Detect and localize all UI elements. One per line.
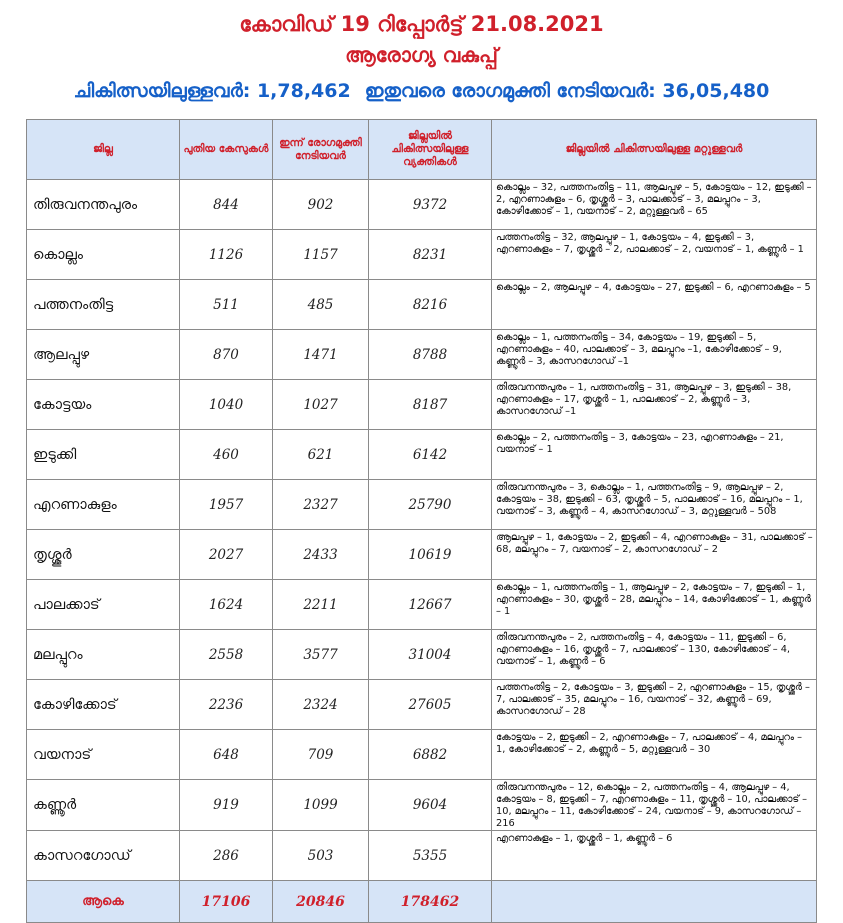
table-row bbox=[27, 380, 817, 430]
others-cell: പത്തനംതിട്ട – 32, ആലപ്പുഴ – 1, കോട്ടയം – 4, ഇടുക്കി – 3, എറണാകുളം – 7, തൃശ്ശൂർ – 2, പാലക്കാട് – 2, വയനാട് – 1, കണ്ണൂർ – 1 bbox=[492, 230, 817, 280]
total-row bbox=[27, 881, 817, 923]
recovered-cell: 1471 bbox=[273, 330, 369, 380]
new-cases-cell: 460 bbox=[180, 430, 273, 480]
district-cell: മലപ്പുറം bbox=[27, 630, 180, 680]
active-cell: 6142 bbox=[369, 430, 492, 480]
new-cases-cell: 1957 bbox=[180, 480, 273, 530]
table-row bbox=[27, 330, 817, 380]
recovered-cell: 621 bbox=[273, 430, 369, 480]
recovered-cell: 2327 bbox=[273, 480, 369, 530]
active-cell: 8788 bbox=[369, 330, 492, 380]
active-cell: 5355 bbox=[369, 831, 492, 881]
column-header-district: ജില്ല bbox=[27, 120, 180, 180]
recovered-summary: ഇതുവരെ രോഗമുക്തി നേടിയവർ: 36,05,480 bbox=[364, 80, 770, 102]
others-cell: എറണാകുളം – 1, തൃശ്ശൂർ – 1, കണ്ണൂർ – 6 bbox=[492, 831, 817, 881]
others-cell: പത്തനംതിട്ട – 2, കോട്ടയം – 3, ഇടുക്കി – 2, എറണാകുളം – 15, തൃശ്ശൂർ – 7, പാലക്കാട് – 35, മലപ്പുറം – 16, വയനാട് – 32, കണ്ണൂർ – 69, കാസറഗോഡ് – 28 bbox=[492, 680, 817, 730]
table-row bbox=[27, 630, 817, 680]
column-header-new-cases: പുതിയ കേസുകൾ bbox=[180, 120, 273, 180]
district-cell: തിരുവനന്തപുരം bbox=[27, 180, 180, 230]
district-cell: കണ്ണൂർ bbox=[27, 780, 180, 831]
recovered-cell: 2433 bbox=[273, 530, 369, 580]
column-header-others: ജില്ലയിൽ ചികിത്സയിലുള്ള മറ്റുള്ളവർ bbox=[492, 120, 817, 180]
district-cell: പത്തനംതിട്ട bbox=[27, 280, 180, 330]
column-header-recovered: ഇന്ന് രോഗമുക്തി നേടിയവർ bbox=[273, 120, 369, 180]
total-new-cases: 17106 bbox=[180, 881, 273, 923]
new-cases-cell: 1624 bbox=[180, 580, 273, 630]
new-cases-cell: 1040 bbox=[180, 380, 273, 430]
others-cell: കോട്ടയം – 2, ഇടുക്കി – 2, എറണാകുളം – 7, പാലക്കാട് – 4, മലപ്പുറം – 1, കോഴിക്കോട് – 2, കണ്ണൂർ – 5, മറ്റുള്ളവർ – 30 bbox=[492, 730, 817, 780]
others-cell: കൊല്ലം – 32, പത്തനംതിട്ട – 11, ആലപ്പുഴ – 5, കോട്ടയം – 12, ഇടുക്കി – 2, എറണാകുളം – 6, തൃശ്ശൂർ – 3, പാലക്കാട് – 3, മലപ്പുറം – 3, കോഴിക്കോട് – 1, വയനാട് – 2, മറ്റുള്ളവർ – 65 bbox=[492, 180, 817, 230]
new-cases-cell: 844 bbox=[180, 180, 273, 230]
recovered-cell: 1027 bbox=[273, 380, 369, 430]
others-cell: തിരുവനന്തപുരം – 12, കൊല്ലം – 2, പത്തനംതിട്ട – 4, ആലപ്പുഴ – 4, കോട്ടയം – 8, ഇടുക്കി – 7, എറണാകുളം – 11, തൃശ്ശൂർ – 10, പാലക്കാട് – 10, മലപ്പുറം – 11, കോഴിക്കോട് – 24, വയനാട് – 9, കാസറഗോഡ് – 216 bbox=[492, 780, 817, 831]
report-title: കോവിഡ് 19 റിപ്പോർട്ട് 21.08.2021 bbox=[239, 12, 604, 36]
new-cases-cell: 2558 bbox=[180, 630, 273, 680]
table-row bbox=[27, 280, 817, 330]
recovered-cell: 3577 bbox=[273, 630, 369, 680]
table-row bbox=[27, 480, 817, 530]
active-cell: 8231 bbox=[369, 230, 492, 280]
others-cell: ആലപ്പുഴ – 1, കോട്ടയം – 2, ഇടുക്കി – 4, എറണാകുളം – 31, പാലക്കാട് – 68, മലപ്പുറം – 7, വയനാട് – 2, കാസറഗോഡ് – 2 bbox=[492, 530, 817, 580]
total-others-empty bbox=[492, 881, 817, 923]
district-cell: കോഴിക്കോട് bbox=[27, 680, 180, 730]
under-treatment-summary: ചികിത്സയിലുള്ളവർ: 1,78,462 bbox=[73, 80, 351, 102]
table-row bbox=[27, 230, 817, 280]
others-cell: കൊല്ലം – 2, ആലപ്പുഴ – 4, കോട്ടയം – 27, ഇടുക്കി – 6, എറണാകുളം – 5 bbox=[492, 280, 817, 330]
total-recovered: 20846 bbox=[273, 881, 369, 923]
new-cases-cell: 2236 bbox=[180, 680, 273, 730]
others-cell: കൊല്ലം – 1, പത്തനംതിട്ട – 1, ആലപ്പുഴ – 2, കോട്ടയം – 7, ഇടുക്കി – 1, എറണാകുളം – 30, തൃശ്ശൂർ – 28, മലപ്പുറം – 14, കോഴിക്കോട് – 1, കണ്ണൂർ – 1 bbox=[492, 580, 817, 630]
new-cases-cell: 919 bbox=[180, 780, 273, 831]
recovered-cell: 2211 bbox=[273, 580, 369, 630]
district-cell: തൃശ്ശൂർ bbox=[27, 530, 180, 580]
active-cell: 25790 bbox=[369, 480, 492, 530]
table-row bbox=[27, 680, 817, 730]
active-cell: 9604 bbox=[369, 780, 492, 831]
new-cases-cell: 648 bbox=[180, 730, 273, 780]
table-row bbox=[27, 780, 817, 831]
recovered-cell: 503 bbox=[273, 831, 369, 881]
new-cases-cell: 2027 bbox=[180, 530, 273, 580]
district-cell: പാലക്കാട് bbox=[27, 580, 180, 630]
others-cell: തിരുവനന്തപുരം – 3, കൊല്ലം – 1, പത്തനംതിട്ട – 9, ആലപ്പുഴ – 2, കോട്ടയം – 38, ഇടുക്കി – 63, തൃശ്ശൂർ – 5, പാലക്കാട് – 16, മലപ്പുറം – 1, വയനാട് – 3, കണ്ണൂർ – 4, കാസറഗോഡ് – 3, മറ്റുള്ളവർ – 508 bbox=[492, 480, 817, 530]
table-header-row bbox=[27, 120, 817, 180]
summary-line bbox=[0, 80, 843, 102]
column-header-active: ജില്ലയിൽ ചികിത്സയിലുള്ള വ്യക്തികൾ bbox=[369, 120, 492, 180]
total-active: 178462 bbox=[369, 881, 492, 923]
table-row bbox=[27, 730, 817, 780]
active-cell: 8187 bbox=[369, 380, 492, 430]
table-row bbox=[27, 580, 817, 630]
others-cell: തിരുവനന്തപുരം – 2, പത്തനംതിട്ട – 4, കോട്ടയം – 11, ഇടുക്കി – 6, എറണാകുളം – 16, തൃശ്ശൂർ – 7, പാലക്കാട് – 130, കോഴിക്കോട് – 4, വയനാട് – 1, കണ്ണൂർ – 6 bbox=[492, 630, 817, 680]
active-cell: 10619 bbox=[369, 530, 492, 580]
active-cell: 12667 bbox=[369, 580, 492, 630]
recovered-cell: 709 bbox=[273, 730, 369, 780]
district-cell: ഇടുക്കി bbox=[27, 430, 180, 480]
active-cell: 27605 bbox=[369, 680, 492, 730]
active-cell: 9372 bbox=[369, 180, 492, 230]
new-cases-cell: 870 bbox=[180, 330, 273, 380]
active-cell: 31004 bbox=[369, 630, 492, 680]
recovered-cell: 2324 bbox=[273, 680, 369, 730]
table-row bbox=[27, 180, 817, 230]
district-cell: ആലപ്പുഴ bbox=[27, 330, 180, 380]
new-cases-cell: 511 bbox=[180, 280, 273, 330]
active-cell: 6882 bbox=[369, 730, 492, 780]
others-cell: കൊല്ലം – 2, പത്തനംതിട്ട – 3, കോട്ടയം – 23, എറണാകുളം – 21, വയനാട് – 1 bbox=[492, 430, 817, 480]
recovered-cell: 902 bbox=[273, 180, 369, 230]
table-row bbox=[27, 430, 817, 480]
others-cell: കൊല്ലം – 1, പത്തനംതിട്ട – 34, കോട്ടയം – 19, ഇടുക്കി – 5, എറണാകുളം – 40, പാലക്കാട് – 3, മലപ്പുറം –1, കോഴിക്കോട് – 9, കണ്ണൂർ – 3, കാസറഗോഡ് –1 bbox=[492, 330, 817, 380]
recovered-cell: 1157 bbox=[273, 230, 369, 280]
district-cell: കൊല്ലം bbox=[27, 230, 180, 280]
table-row bbox=[27, 530, 817, 580]
recovered-cell: 485 bbox=[273, 280, 369, 330]
active-cell: 8216 bbox=[369, 280, 492, 330]
new-cases-cell: 1126 bbox=[180, 230, 273, 280]
recovered-cell: 1099 bbox=[273, 780, 369, 831]
total-label: ആകെ bbox=[27, 881, 180, 923]
district-cell: വയനാട് bbox=[27, 730, 180, 780]
table-row bbox=[27, 831, 817, 881]
district-cell: എറണാകുളം bbox=[27, 480, 180, 530]
covid-district-table bbox=[26, 119, 817, 923]
district-cell: കാസറഗോഡ് bbox=[27, 831, 180, 881]
others-cell: തിരുവനന്തപുരം – 1, പത്തനംതിട്ട – 31, ആലപ്പുഴ – 3, ഇടുക്കി – 38, എറണാകുളം – 17, തൃശ്ശൂർ – 1, പാലക്കാട് – 2, കണ്ണൂർ – 3, കാസറഗോഡ് –1 bbox=[492, 380, 817, 430]
new-cases-cell: 286 bbox=[180, 831, 273, 881]
district-cell: കോട്ടയം bbox=[27, 380, 180, 430]
department-name: ആരോഗ്യ വകുപ്പ് bbox=[345, 43, 498, 67]
